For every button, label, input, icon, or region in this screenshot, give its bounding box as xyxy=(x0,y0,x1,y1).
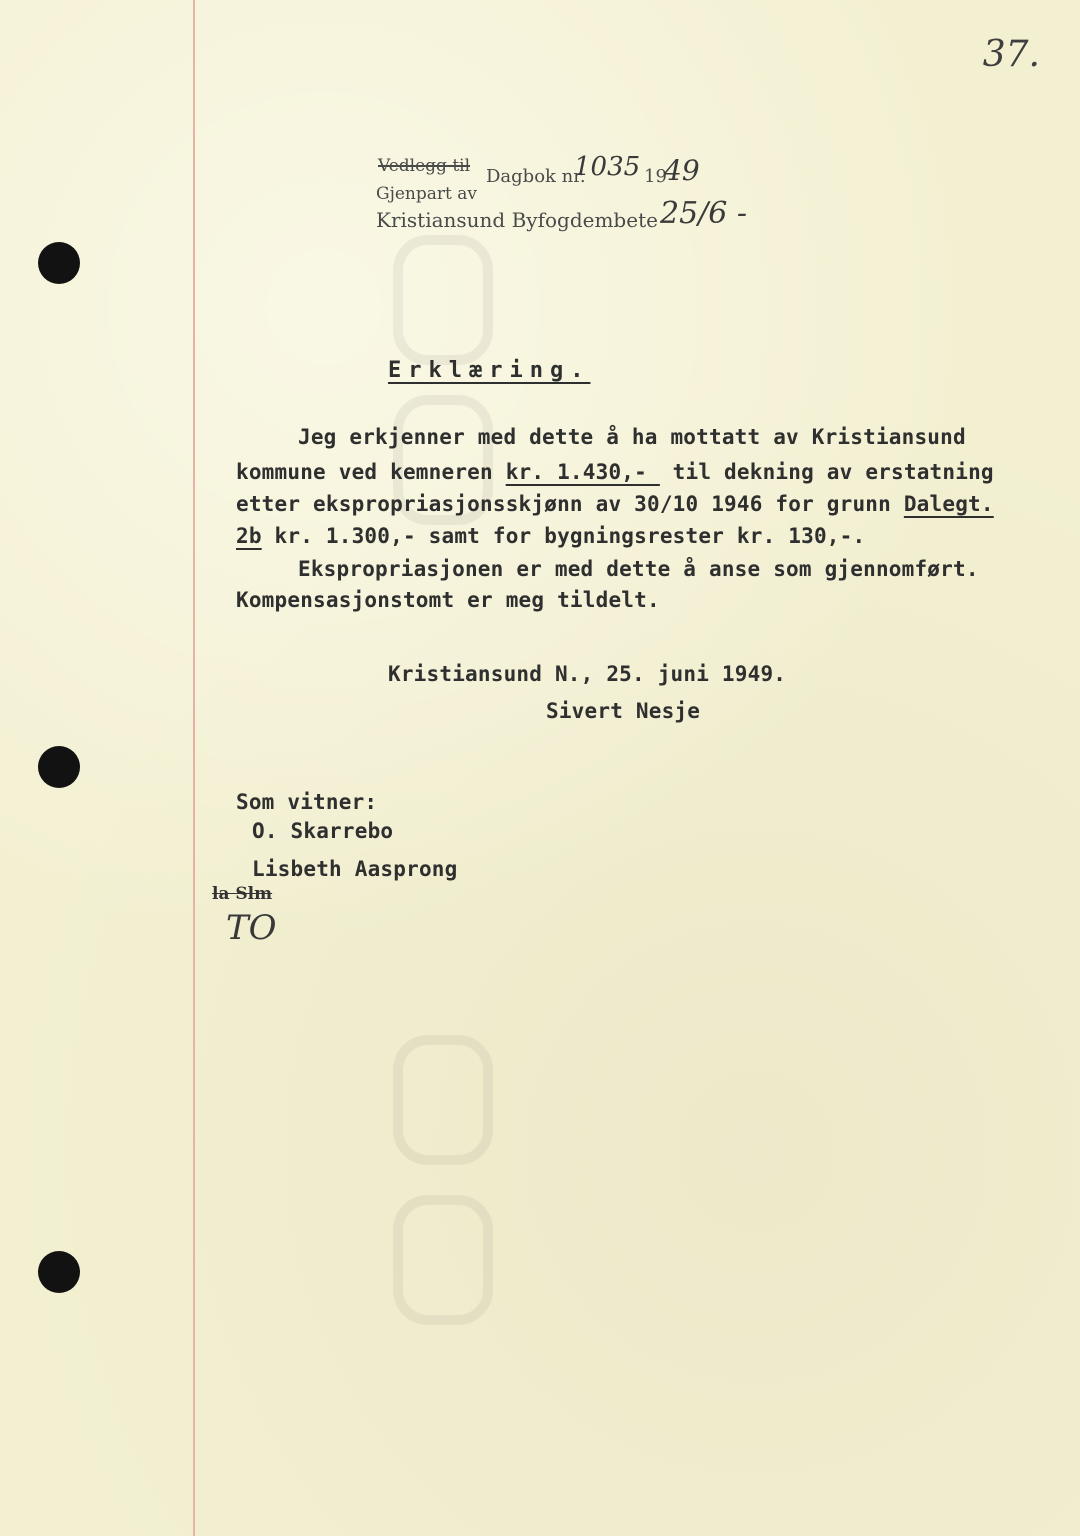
paragraph1-line3 xyxy=(236,492,994,516)
text-segment: til dekning av erstatning xyxy=(659,460,994,484)
handwritten-initials: TO xyxy=(226,908,277,948)
stamp-gjenpart: Gjenpart av xyxy=(376,184,477,204)
signature-name: Sivert Nesje xyxy=(546,699,701,723)
place-date: Kristiansund N., 25. juni 1949. xyxy=(388,662,787,686)
punch-hole-top xyxy=(38,242,80,284)
stamp-year-prefix: 19 xyxy=(644,166,667,187)
witness-1: O. Skarrebo xyxy=(252,819,394,843)
punch-hole-middle xyxy=(38,746,80,788)
text-segment: kr. 1.300,- samt for bygningsrester kr. 130,-. xyxy=(261,524,866,548)
parcel-number: 2b xyxy=(236,524,262,548)
paragraph1-line4 xyxy=(236,524,865,548)
stamp-year-suffix: 49 xyxy=(664,154,700,187)
text-segment: kommune ved kemneren xyxy=(236,460,506,484)
stamp-office: Kristiansund Byfogdembete xyxy=(376,208,658,232)
punch-hole-bottom xyxy=(38,1251,80,1293)
stamp-date-handwritten: 25/6 - xyxy=(660,196,748,231)
paragraph2-line1: Ekspropriasjonen er med dette å anse som gjennomført. xyxy=(298,557,979,581)
paragraph1-line1: Jeg erkjenner med dette å ha mottatt av Kristiansund xyxy=(298,425,966,449)
parcel-name: Dalegt. xyxy=(903,492,994,516)
document-title: Erklæring. xyxy=(388,358,591,383)
page-number: 37. xyxy=(982,34,1040,75)
text-segment: etter ekspropriasjonsskjønn av 30/10 1946 for grunn xyxy=(236,492,904,516)
stamp-dagbok-number: 1035 xyxy=(574,152,641,182)
stamp-dagbok-label: Dagbok nr. xyxy=(486,166,586,187)
watermark-graphic xyxy=(388,220,508,1400)
handwritten-scribble: la Slm xyxy=(212,884,273,904)
stamp-vedlegg: Vedlegg til xyxy=(378,156,471,176)
paragraph2-line2: Kompensasjonstomt er meg tildelt. xyxy=(236,588,660,612)
paragraph1-line2 xyxy=(236,460,994,484)
amount-total: kr. 1.430,- xyxy=(505,460,660,484)
witnesses-label: Som vitner: xyxy=(236,790,378,814)
witness-2: Lisbeth Aasprong xyxy=(252,857,458,881)
margin-line xyxy=(193,0,195,1536)
